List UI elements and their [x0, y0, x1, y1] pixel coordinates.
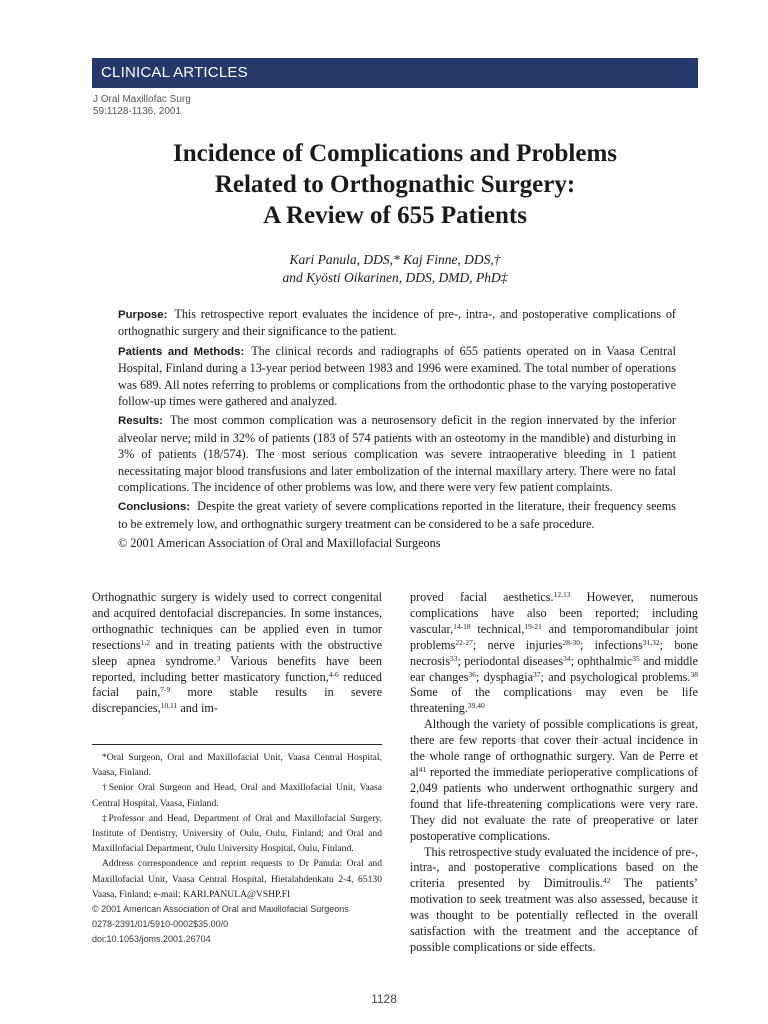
citation-ref: 28-30	[562, 637, 580, 647]
abstract-methods	[118, 343, 676, 410]
footnote-affiliation-1: *Oral Surgeon, Oral and Maxillofacial Unit, Vaasa Central Hospital, Vaasa, Finland.	[92, 752, 382, 779]
abstract-purpose-text: This retrospective report evaluates the incidence of pre-, intra-, and postoperative complications of orthognathic surgery and their significance to the patient.	[118, 307, 676, 339]
citation-ref: 1,2	[140, 637, 151, 647]
citation-ref: 12,13	[553, 590, 571, 599]
citation-ref: 14-18	[453, 621, 471, 631]
article-title	[92, 138, 698, 231]
citation-ref: 36	[468, 669, 476, 679]
citation-ref: 35	[632, 653, 640, 663]
footnote-affiliation-3: ‡Professor and Head, Department of Oral and Maxillofacial Surgery, Institute of Dentistry, University of Oulu, Oulu, Finland; and Oral and Maxillofacial Department, Oulu University Hospital, Oulu, Finland.	[92, 812, 382, 855]
abstract-methods-text: The clinical records and radiographs of 655 patients operated on in Vaasa Central Hospital, Finland during a 13-year period between 1983 and 1996 were examined. The total number of operations was 689. All notes referring to problems or complications from the orthodontic phase to the varying postoperative follow-up times were gathered and analyzed.	[118, 343, 676, 409]
title-line-3: A Review of 655 Patients	[263, 202, 527, 229]
page-number: 1128	[371, 992, 397, 1006]
abstract-conclusions	[118, 498, 676, 532]
footnote-affiliation-2: †Senior Oral Surgeon and Head, Oral and Maxillofacial Unit, Vaasa Central Hospital, Vaasa, Finland.	[92, 782, 382, 809]
body-paragraph: Although the variety of possible complications is great, there are few reports that cover their actual incidence in the whole range of orthognathic surgery. Van de Perre et $al^{41}$ reported the immediate perioperative complications of 2,049 patients who underwent orthognathic surgery and found that life-threatening complications were very rare. They did not evaluate the rate of preoperative or later postoperative complications.	[410, 717, 698, 843]
abstract-results	[118, 412, 676, 495]
body-paragraph: This retrospective study evaluated the incidence of pre-, intra-, and postoperative complications based on the criteria presented by Dimitroulis.$^{42}$ The patients’ motivation to seek treatment was also assessed, because it was thought to be potentially reflected in the overall satisfaction with the treatment and the acceptance of possible complications or side effects.	[410, 844, 698, 954]
abstract-purpose	[118, 306, 676, 340]
citation-ref: 39,40	[467, 701, 485, 711]
journal-name: J Oral Maxillofac Surg	[93, 94, 191, 105]
citation-ref: 31,32	[642, 637, 660, 647]
citation-ref: 7-9	[160, 685, 171, 695]
footnote-divider	[92, 744, 382, 745]
citation-ref: 4-6	[328, 669, 339, 679]
body-paragraph: proved facial aesthetics.$^{12,13}$ However, numerous complications have also been reported; including vascular,$^{14-18}$ technical,$^{19-21}$ and temporomandibular joint problems$^{22-27}$; nerve injuries$^{28-30}$; infections$^{31,32}$; bone necrosis$^{33}$; periodontal diseases$^{34}$; ophthalmic$^{35}$ and middle ear changes$^{36}$; dysphagia$^{37}$; and psychological problems.$^{38}$ Some of the complications may even be life threatening.$^{39,40}$	[410, 590, 699, 716]
footnote-copyright: © 2001 American Association of Oral and Maxillofacial Surgeons	[92, 904, 349, 915]
abstract-results-text: The most common complication was a neurosensory deficit in the region innervated by the inferior alveolar nerve; mild in 32% of patients (183 of 574 patients with an osteotomy in the mandible) and disturbing in 3% of patients (18/574). The most serious complication was severe intraoperative bleeding in 1 patient necessitating major blood transfusions and later embolization of the internal maxillary artery. There were no fatal complications. The incidence of other problems was low, and there were very few patient complaints.	[118, 413, 676, 495]
abstract-results-label: Results:	[118, 415, 163, 428]
abstract-methods-label: Patients and Methods:	[118, 345, 245, 358]
footnote-doi: doi:10.1053/joms.2001.26704	[92, 934, 211, 945]
body-column-right	[410, 590, 698, 956]
footnote-correspondence: Address correspondence and reprint requests to Dr Panula: Oral and Maxillofacial Unit, Vaasa Central Hospital, Hietalahdenkatu 2-4, 65130 Vaasa, Finland; e-mail: KARI.PANULA@VSHP.FI	[92, 858, 382, 900]
title-line-2: Related to Orthognathic Surgery:	[214, 171, 576, 198]
abstract-copyright: © 2001 American Association of Oral and Maxillofacial Surgeons	[118, 536, 441, 551]
journal-reference	[93, 94, 293, 118]
author-line-2: and Kyösti Oikarinen, DDS, DMD, PhD‡	[282, 270, 508, 285]
citation-ref: 19-21	[524, 621, 542, 631]
citation-ref: 38	[690, 669, 698, 679]
citation-ref: 42	[602, 876, 611, 886]
citation-ref: 41	[418, 764, 427, 774]
section-banner: CLINICAL ARTICLES	[92, 58, 698, 88]
title-line-1: Incidence of Complications and Problems	[173, 140, 617, 167]
body-column-left	[92, 590, 382, 717]
citation-ref: 22-27	[455, 637, 473, 647]
abstract-purpose-label: Purpose:	[118, 309, 168, 321]
citation-ref: 3	[216, 653, 221, 663]
journal-citation: 59:1128-1136, 2001	[93, 106, 182, 117]
abstract-conclusions-text: Despite the great variety of severe complications reported in the literature, their frequency seems to be extremely low, and orthognathic surgery treatment can be considered to be a safe procedure.	[118, 499, 676, 531]
author-line-1: Kari Panula, DDS,* Kaj Finne, DDS,†	[289, 252, 501, 267]
footnote-issn: 0278-2391/01/5910-0002$35.00/0	[92, 919, 229, 930]
footnotes	[92, 750, 382, 947]
abstract-conclusions-label: Conclusions:	[118, 501, 191, 514]
author-list	[92, 251, 698, 287]
body-paragraph: Orthognathic surgery is widely used to correct congenital and acquired dentofacial discrepancies. In some instances, orthognathic techniques can be applied even in tumor resections$^{1,2}$ and in treating patients with the obstructive sleep apnea syndrome.$^3$ Various benefits have been reported, including better masticatory function,$^{4-6}$ reduced facial pain,$^{7-9}$ more stable results in severe discrepancies,$^{10,11}$ and im-	[92, 590, 382, 716]
abstract	[118, 306, 676, 555]
citation-ref: 33	[449, 653, 458, 663]
citation-ref: 34	[563, 653, 571, 663]
citation-ref: 37	[533, 669, 541, 679]
citation-ref: 10,11	[160, 701, 178, 711]
